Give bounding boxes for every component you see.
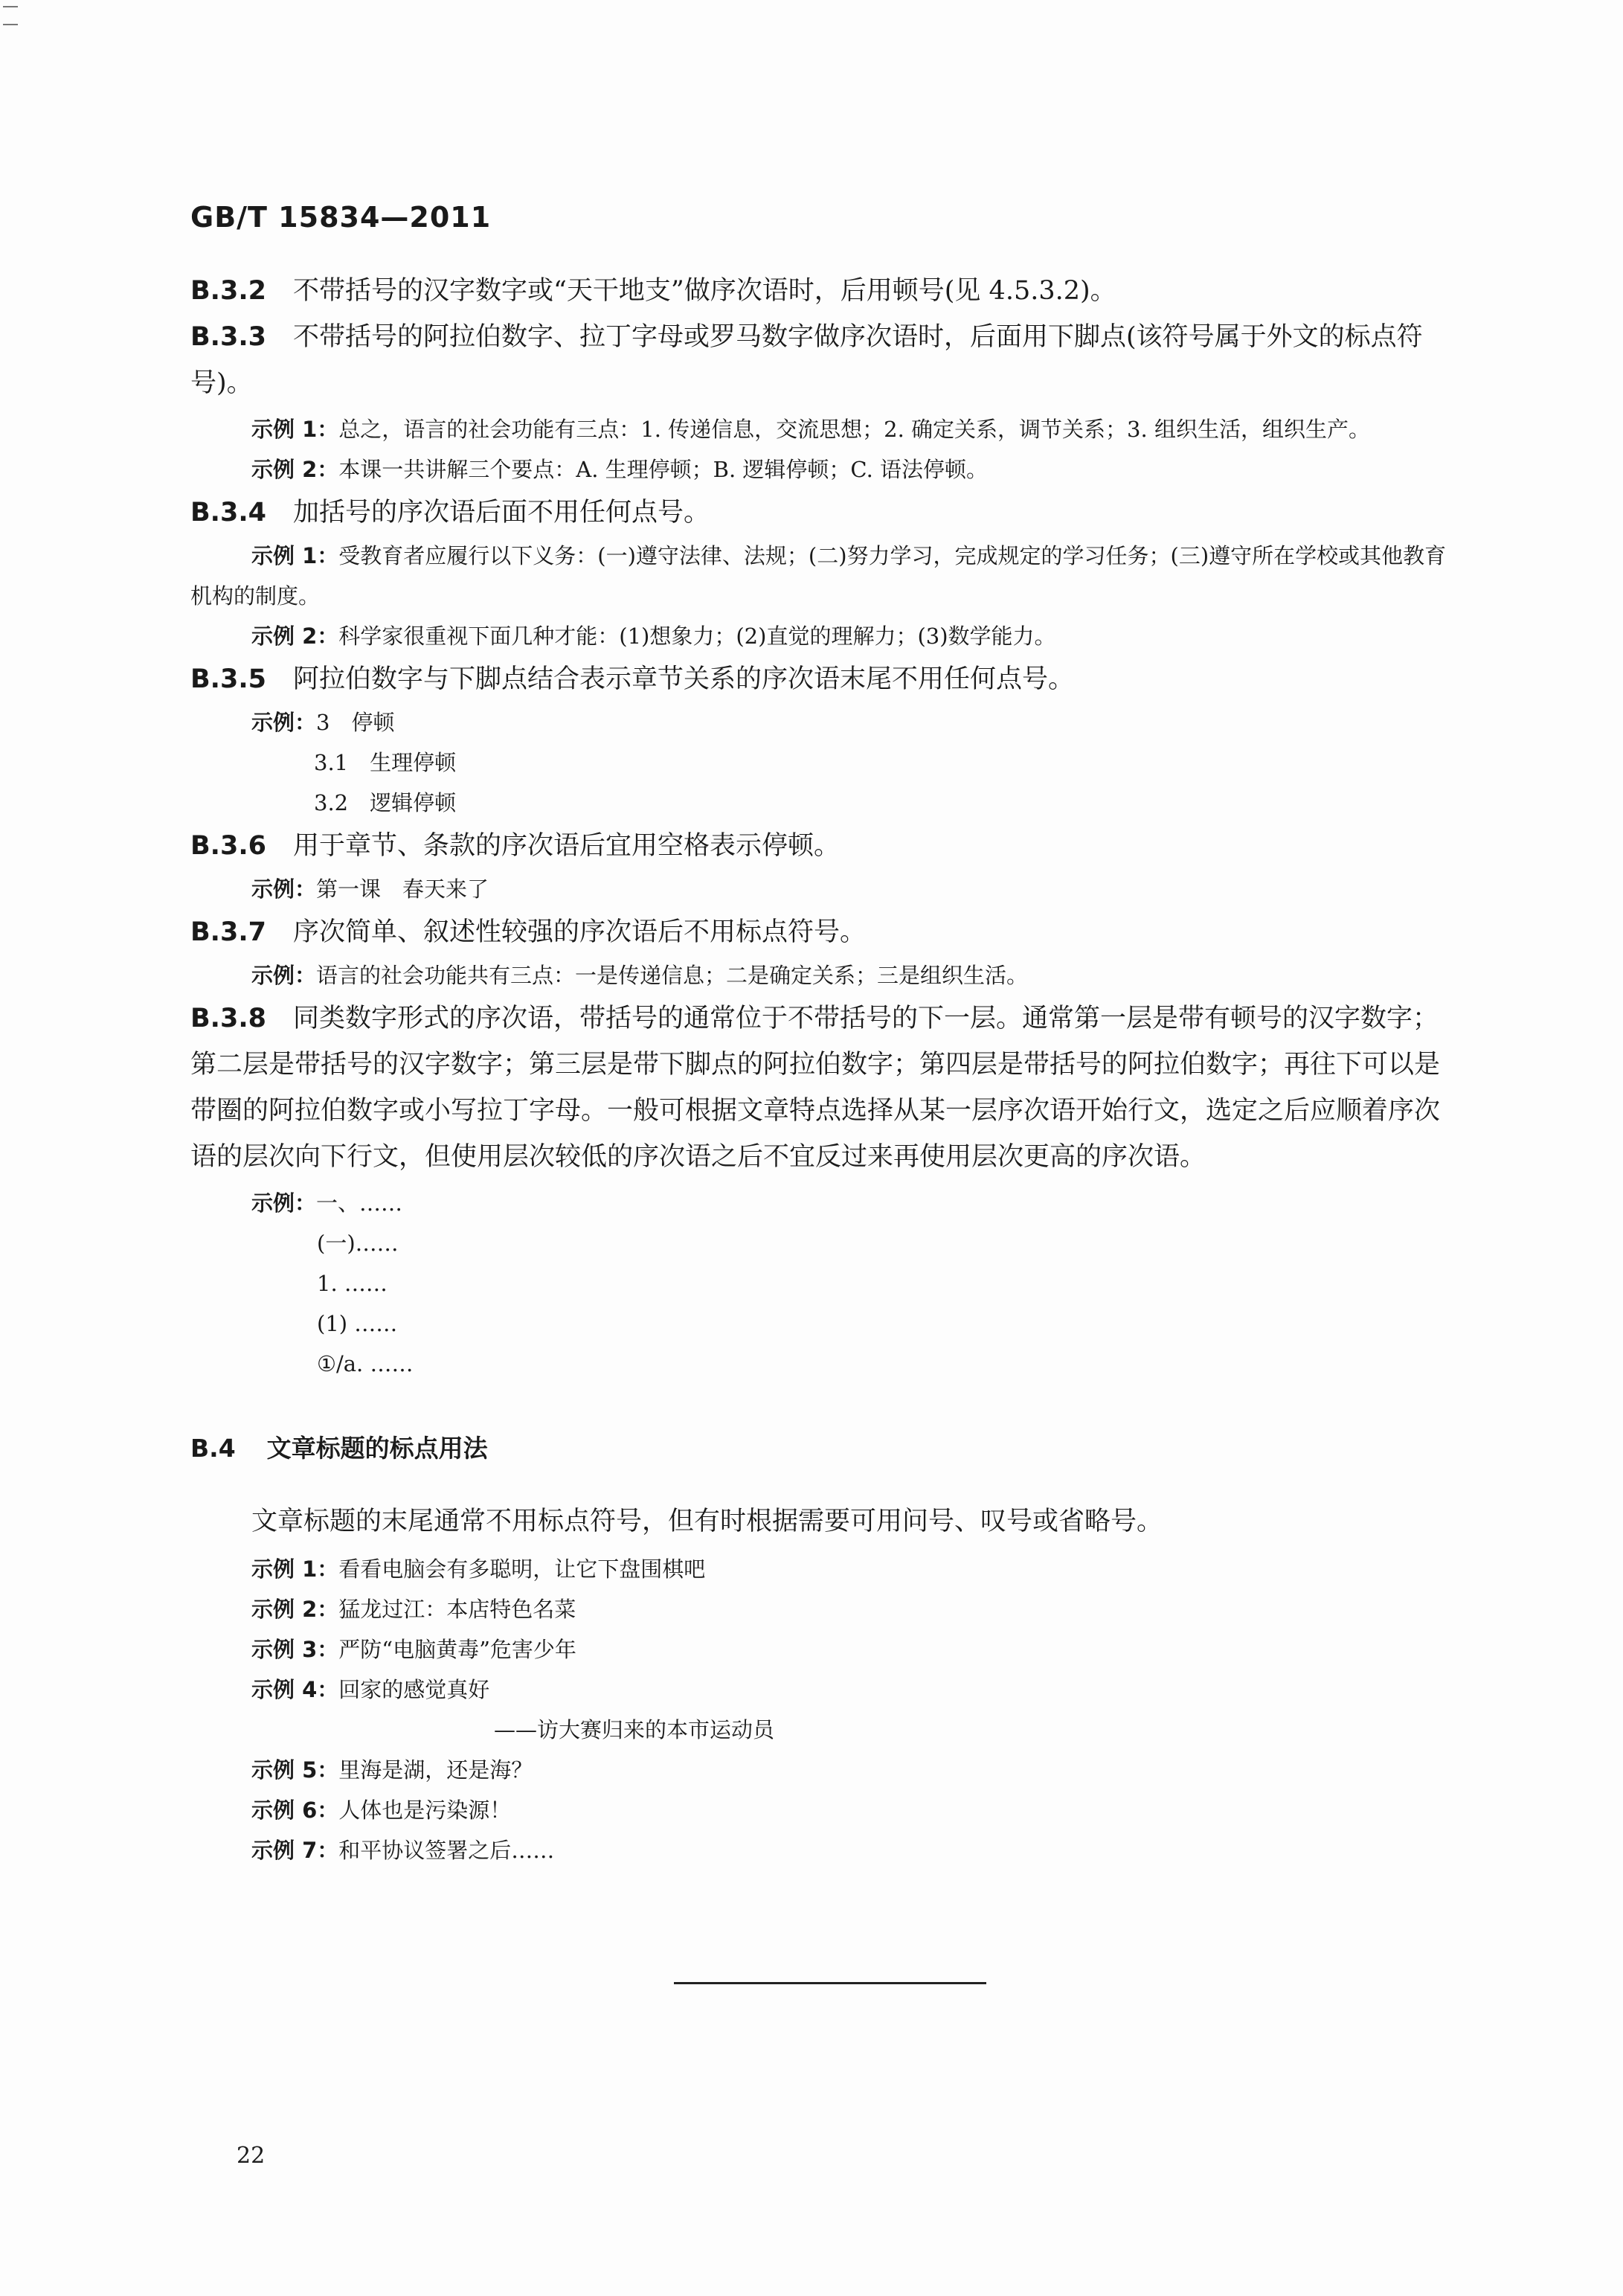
example-paragraph [190, 1670, 1455, 1710]
section-title-text: 文章标题的标点用法 [266, 1434, 488, 1463]
clause-text: 用于章节、条款的序次语后宜用空格表示停顿。 [292, 831, 840, 861]
page-number: 22 [237, 2143, 266, 2169]
example-paragraph [190, 1790, 1455, 1830]
example-text: 回家的感觉真好 [338, 1677, 490, 1702]
clause-text: 不带括号的汉字数字或“天干地支”做序次语时，后用顿号(见 4.5.3.2)。 [292, 276, 1116, 306]
clause-number: B.3.8 [190, 1004, 266, 1033]
example-line: 1. …… [317, 1271, 388, 1296]
clause-b-3-3 [190, 314, 1455, 406]
section-title-b-4 [190, 1430, 1455, 1467]
clause-b-3-8 [190, 995, 1455, 1180]
example-text: 本课一共讲解三个要点：A. 生理停顿；B. 逻辑停顿；C. 语法停顿。 [338, 457, 989, 482]
example-paragraph [190, 1750, 1455, 1790]
example-text: 看看电脑会有多聪明，让它下盘围棋吧 [338, 1556, 706, 1582]
clause-b-3-2 [190, 268, 1455, 314]
example-text: 受教育者应履行以下义务：(一)遵守法律、法规；(二)努力学习，完成规定的学习任务；(三)遵守所在学校或其他教育机构的制度。 [190, 543, 1447, 609]
example-text: 人体也是污染源！ [338, 1798, 512, 1823]
clause-number: B.3.3 [190, 322, 266, 352]
example-label: 示例 4： [251, 1677, 339, 1702]
clause-b-3-6 [190, 823, 1455, 869]
clause-number: B.3.5 [190, 664, 266, 694]
example-paragraph [190, 449, 1455, 490]
example-text: 里海是湖，还是海？ [338, 1757, 533, 1783]
example-text: 语言的社会功能共有三点：一是传递信息；二是确定关系；三是组织生活。 [316, 963, 1029, 988]
example-paragraph [190, 869, 1455, 909]
section-body-text: 文章标题的末尾通常不用标点符号，但有时根据需要可用问号、叹号或省略号。 [251, 1507, 1163, 1536]
example-text: 一、…… [316, 1190, 403, 1216]
example-line: 3.1 生理停顿 [314, 750, 457, 775]
example-label: 示例 5： [251, 1757, 339, 1783]
example-paragraph [190, 1183, 1455, 1223]
example-label: 示例： [251, 710, 317, 735]
example-subtitle: ——访大赛归来的本市运动员 [494, 1717, 775, 1742]
example-label: 示例 1： [251, 417, 339, 442]
example-label: 示例 7： [251, 1838, 339, 1863]
example-paragraph [190, 1830, 1455, 1870]
example-line: ①/a. …… [317, 1351, 414, 1376]
clause-b-3-4 [190, 490, 1455, 536]
clause-number: B.3.7 [190, 917, 266, 947]
example-text: 科学家很重视下面几种才能：(1)想象力；(2)直觉的理解力；(3)数学能力。 [338, 623, 1056, 649]
example-text: 3 停顿 [316, 710, 395, 735]
example-paragraph [190, 616, 1455, 656]
clause-b-3-7 [190, 909, 1455, 955]
example-label: 示例 1： [251, 1556, 339, 1582]
example-text: 严防“电脑黄毒”危害少年 [338, 1637, 576, 1662]
scan-edge-mark [3, 6, 18, 25]
clause-text: 同类数字形式的序次语，带括号的通常位于不带括号的下一层。通常第一层是带有顿号的汉字数字；第二层是带括号的汉字数字；第三层是带下脚点的阿拉伯数字；第四层是带括号的阿拉伯数字；再往下可以是带圈的阿拉伯数字或小写拉丁字母。一般可根据文章特点选择从某一层序次语开始行文，选定之后应顺着序次语的层次向下行文，但使用层次较低的序次语之后不宜反过来再使用层次更高的序次语。 [190, 1004, 1441, 1172]
example-paragraph [190, 1629, 1455, 1670]
example-label: 示例： [251, 1190, 317, 1216]
example-paragraph [190, 536, 1455, 616]
clause-text: 不带括号的阿拉伯数字、拉丁字母或罗马数字做序次语时，后面用下脚点(该符号属于外文的标点符号)。 [190, 322, 1423, 398]
clause-text: 加括号的序次语后面不用任何点号。 [292, 498, 710, 527]
example-paragraph [190, 409, 1455, 449]
example-text: 和平协议签署之后…… [338, 1838, 555, 1863]
example-paragraph [190, 1589, 1455, 1629]
example-line: (1) …… [317, 1311, 398, 1336]
example-line: (一)…… [317, 1231, 399, 1256]
clause-b-3-5 [190, 656, 1455, 702]
example-label: 示例： [251, 876, 317, 902]
example-text: 第一课 春天来了 [316, 876, 489, 902]
clause-text: 阿拉伯数字与下脚点结合表示章节关系的序次语末尾不用任何点号。 [292, 664, 1074, 694]
example-text: 猛龙过江：本店特色名菜 [338, 1597, 576, 1622]
example-paragraph [190, 955, 1455, 995]
example-label: 示例： [251, 963, 317, 988]
example-label: 示例 1： [251, 543, 339, 568]
example-label: 示例 2： [251, 1597, 339, 1622]
example-paragraph [190, 1549, 1455, 1589]
clause-number: B.3.2 [190, 276, 266, 306]
end-of-text-rule [674, 1982, 986, 1984]
example-text: 总之，语言的社会功能有三点：1. 传递信息，交流思想；2. 确定关系，调节关系；3. 组织生活，组织生产。 [338, 417, 1370, 442]
example-paragraph [190, 702, 1455, 743]
example-label: 示例 3： [251, 1637, 339, 1662]
example-line: 3.2 逻辑停顿 [314, 790, 457, 815]
clause-number: B.3.4 [190, 498, 266, 527]
clause-text: 序次简单、叙述性较强的序次语后不用标点符号。 [292, 917, 866, 947]
document-body [190, 268, 1455, 1870]
example-label: 示例 2： [251, 457, 339, 482]
section-number: B.4 [190, 1434, 236, 1463]
example-label: 示例 6： [251, 1798, 339, 1823]
standard-number: GB/T 15834—2011 [190, 201, 492, 234]
clause-number: B.3.6 [190, 831, 266, 861]
example-label: 示例 2： [251, 623, 339, 649]
